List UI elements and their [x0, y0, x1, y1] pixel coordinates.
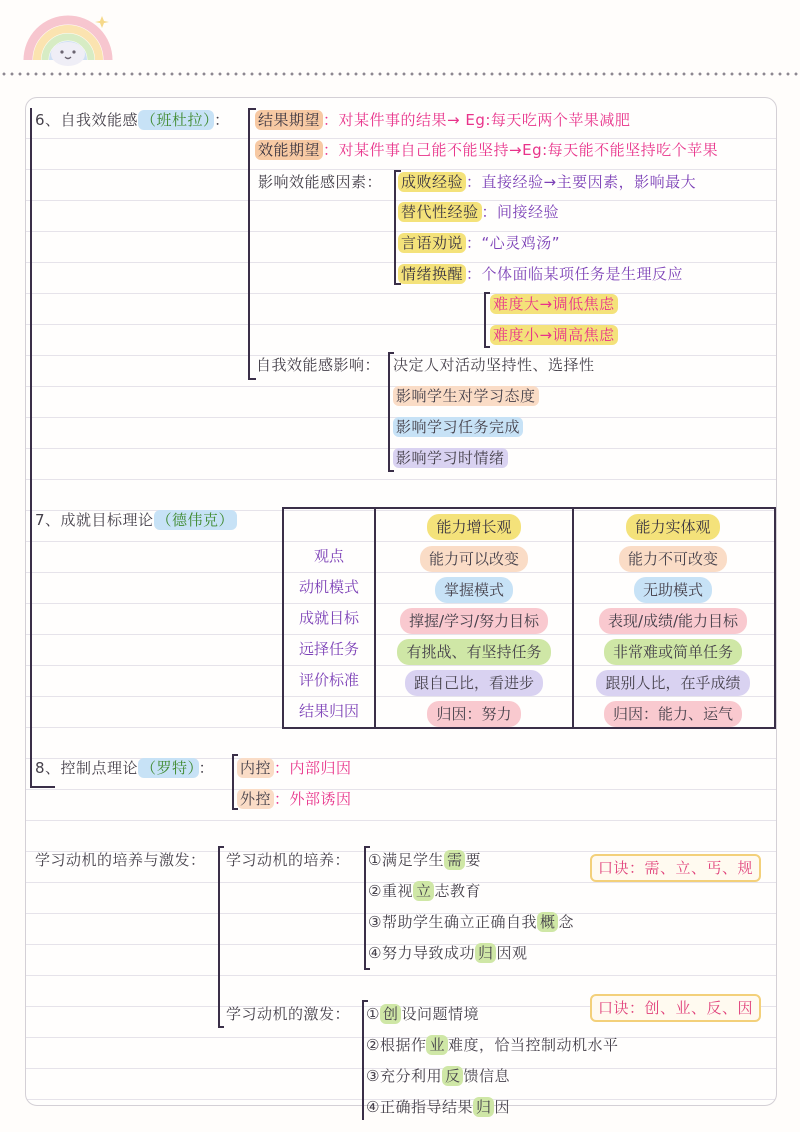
table-cell: 表现/成绩/能力目标 [574, 608, 772, 634]
expect-efficacy-row: 效能期望 ：对某件事自己能不能坚持→Eg:每天能不能坚持吃个苹果 [255, 140, 718, 160]
factor-3: 言语劝说 ：“心灵鸡汤” [398, 233, 560, 253]
cultivate-3: ③帮助学生确立正确自我 概 念 [368, 913, 574, 931]
sec6-title: 6、自我效能感 （班杜拉） ： [35, 111, 230, 129]
stimulate-1: ① 创 设问题情境 [366, 1005, 479, 1023]
table-row-label: 成就目标 [298, 609, 359, 627]
table-cell: 能力不可改变 [574, 546, 772, 572]
table-row-label: 远择任务 [298, 640, 359, 658]
cultivate-2: ②重视 立 志教育 [368, 882, 481, 900]
arousal-bracket [484, 292, 486, 348]
influence-1: 决定人对活动坚持性、选择性 [393, 356, 595, 374]
cultivate-1: ①满足学生 需 要 [368, 851, 481, 869]
influence-label: 自我效能感影响： [256, 356, 381, 374]
table-row-label: 结果归因 [298, 702, 359, 720]
mnemonic-tip-1: 口诀：需、立、丐、规 [590, 854, 761, 882]
stimulate-bracket [362, 1000, 364, 1120]
expect-result-row: 结果期望 ：对某件事的结果→ Eg:每天吃两个苹果减肥 [255, 110, 630, 130]
stimulate-4: ④正确指导结果 归 因 [366, 1098, 510, 1116]
sec7-title: 7、成就目标理论 （德伟克） [35, 510, 237, 530]
influence-2: 影响学生对学习态度 [393, 386, 539, 406]
arousal-high: 难度大→调低焦虑 [490, 294, 618, 314]
stimulate-3: ③充分利用 反 馈信息 [366, 1067, 510, 1085]
factor-2: 替代性经验 ：间接经验 [398, 202, 559, 222]
sec8-person: （罗特） [138, 758, 199, 778]
table-row-label: 观点 [313, 547, 344, 565]
sec8-bracket [232, 754, 234, 810]
internal-control: 内控 ：内部归因 [237, 758, 352, 778]
table-cell: 有挑战、有坚持任务 [376, 639, 572, 665]
sec9-title: 学习动机的培养与激发： [35, 851, 206, 869]
table-cell: 归因：努力 [376, 701, 572, 727]
table-cell: 非常难或简单任务 [574, 639, 772, 665]
table-cell: 跟自己比，看进步 [376, 670, 572, 696]
stimulate-2: ②根据作 业 难度，恰当控制动机水平 [366, 1036, 619, 1054]
influence-bracket [388, 352, 390, 472]
table-col-growth: 能力增长观 [376, 514, 572, 540]
influence-3: 影响学习任务完成 [393, 417, 523, 437]
sec8-title: 8、控制点理论 （罗特） ： [35, 759, 215, 777]
factor-1: 成败经验 ：直接经验→主要因素，影响最大 [398, 172, 696, 192]
external-control: 外控 ：外部诱因 [237, 789, 352, 809]
dotted-divider [0, 72, 800, 76]
rainbow-cloud-icon [20, 8, 115, 68]
factors-bracket [394, 170, 396, 285]
main-bracket-line [30, 108, 32, 788]
arousal-low: 难度小→调高焦虑 [490, 325, 618, 345]
influence-4: 影响学习时情绪 [393, 448, 508, 468]
factor-4: 情绪换醒 ：个体面临某项任务是生理反应 [398, 264, 683, 284]
cultivate-4: ④努力导致成功 归 因观 [368, 944, 528, 962]
sec9-bracket [218, 846, 220, 1028]
cultivate-bracket [364, 846, 366, 970]
table-cell: 无助模式 [574, 577, 772, 603]
table-cell: 掌握模式 [376, 577, 572, 603]
main-bracket-foot [30, 786, 55, 788]
mnemonic-tip-2: 口诀：创、业、反、因 [590, 994, 761, 1022]
stimulate-label: 学习动机的激发： [226, 1005, 351, 1023]
sec6-bracket [248, 108, 250, 380]
table-cell: 跟别人比，在乎成绩 [574, 670, 772, 696]
table-cell: 能力可以改变 [376, 546, 572, 572]
table-row-label: 评价标准 [298, 671, 359, 689]
sec7-person: （德伟克） [154, 510, 238, 530]
table-row-label: 动机模式 [298, 578, 359, 596]
table-cell: 撑握/学习/努力目标 [376, 608, 572, 634]
factors-label: 影响效能感因素： [258, 173, 383, 191]
cultivate-label: 学习动机的培养： [226, 851, 351, 869]
sec6-person: （班杜拉） [138, 110, 214, 130]
table-col-entity: 能力实体观 [574, 514, 772, 540]
table-cell: 归因：能力、运气 [574, 701, 772, 727]
